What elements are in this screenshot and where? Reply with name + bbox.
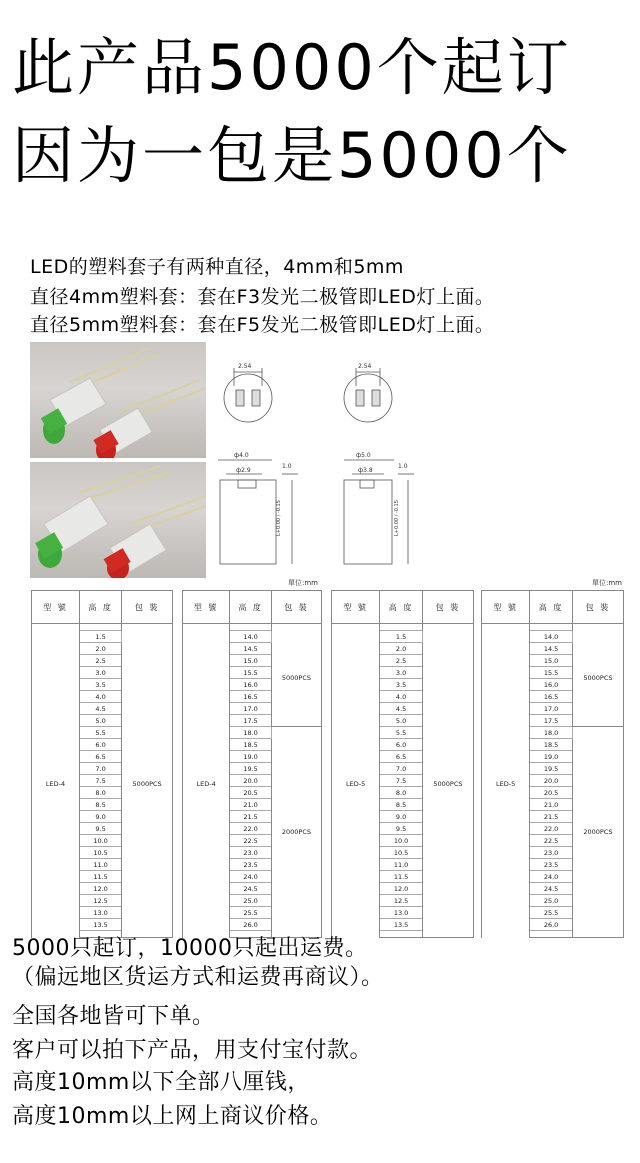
table-row xyxy=(32,631,173,643)
table-header-row xyxy=(482,591,624,624)
height-cell: 9.5 xyxy=(380,823,423,835)
height-cell: 23.0 xyxy=(530,847,573,859)
footer-line-6: 高度10mm以上网上商议价格。 xyxy=(12,1104,333,1129)
intro-line-3: 直径5mm塑料套：套在F5发光二极管即LED灯上面。 xyxy=(30,314,495,336)
table-pad-cell xyxy=(32,624,80,631)
technical-drawing-5mm xyxy=(338,356,448,576)
height-cell: 24.5 xyxy=(230,883,272,895)
table-header-cell: 型 號 xyxy=(183,591,230,624)
height-cell: 6.5 xyxy=(380,751,423,763)
height-cell: 3.5 xyxy=(79,679,121,691)
height-cell: 23.5 xyxy=(230,859,272,871)
height-cell: 25.5 xyxy=(230,907,272,919)
height-cell: 11.0 xyxy=(79,859,121,871)
height-cell: 17.5 xyxy=(230,715,272,727)
package-cell: 2000PCS xyxy=(271,727,321,938)
height-cell: 4.5 xyxy=(380,703,423,715)
height-cell: 20.5 xyxy=(530,787,573,799)
package-cell: 5000PCS xyxy=(572,631,623,727)
table-header-row xyxy=(332,591,474,624)
height-cell: 2.0 xyxy=(380,643,423,655)
intro-line-2: 直径4mm塑料套：套在F3发光二极管即LED灯上面。 xyxy=(30,286,495,308)
footer-line-5: 高度10mm以下全部八厘钱， xyxy=(12,1070,310,1095)
height-cell: 13.5 xyxy=(79,919,121,931)
height-cell: 12.0 xyxy=(79,883,121,895)
unit-label-left: 單位:mm xyxy=(288,579,318,587)
height-cell: 10.5 xyxy=(79,847,121,859)
drawing-pitch-label: 2.54 xyxy=(238,363,252,370)
drawing-length-label: L+0.00 / -0.15 xyxy=(276,500,282,536)
table-pad-cell xyxy=(230,624,272,631)
drawing-inner-dia-label: ф2.9 xyxy=(236,467,251,474)
height-cell: 15.5 xyxy=(530,667,573,679)
height-cell: 10.0 xyxy=(79,835,121,847)
height-cell: 16.0 xyxy=(530,679,573,691)
height-cell: 22.0 xyxy=(230,823,272,835)
technical-drawing-4mm xyxy=(212,356,322,576)
drawing-inner-dia-label: ф3.8 xyxy=(358,467,373,474)
drawing-outer-dia-label: ф4.0 xyxy=(234,452,249,459)
height-cell: 5.5 xyxy=(79,727,121,739)
model-cell: LED-4 xyxy=(183,631,230,938)
package-cell: 5000PCS xyxy=(122,631,173,938)
table-pad-cell xyxy=(122,624,173,631)
table-header-cell: 包 裝 xyxy=(422,591,473,624)
spec-table-led5-short xyxy=(331,590,474,938)
package-cell: 5000PCS xyxy=(422,631,473,938)
height-cell: 2.5 xyxy=(79,655,121,667)
height-cell: 26.0 xyxy=(230,919,272,931)
height-cell: 12.0 xyxy=(380,883,423,895)
height-cell: 21.0 xyxy=(530,799,573,811)
table-header-cell: 型 號 xyxy=(32,591,80,624)
table-header-cell: 高 度 xyxy=(530,591,573,624)
table-header-row xyxy=(32,591,173,624)
height-cell: 25.0 xyxy=(230,895,272,907)
table-header-cell: 高 度 xyxy=(79,591,121,624)
table-pad-cell xyxy=(482,624,530,631)
height-cell: 8.5 xyxy=(79,799,121,811)
led-sleeve-photo-icon xyxy=(30,462,206,578)
height-cell: 24.0 xyxy=(230,871,272,883)
height-cell: 11.5 xyxy=(380,871,423,883)
height-cell: 25.0 xyxy=(530,895,573,907)
height-cell: 17.5 xyxy=(530,715,573,727)
table-header-cell: 包 裝 xyxy=(271,591,321,624)
height-cell: 6.5 xyxy=(79,751,121,763)
height-cell: 21.5 xyxy=(530,811,573,823)
model-cell: LED-4 xyxy=(32,631,80,938)
height-cell: 18.0 xyxy=(230,727,272,739)
height-cell: 22.5 xyxy=(230,835,272,847)
height-cell: 12.5 xyxy=(79,895,121,907)
height-cell: 10.5 xyxy=(380,847,423,859)
height-cell: 7.0 xyxy=(79,763,121,775)
drawing-top-label: 1.0 xyxy=(282,463,292,470)
height-cell: 19.0 xyxy=(530,751,573,763)
height-cell: 4.5 xyxy=(79,703,121,715)
height-cell: 8.0 xyxy=(380,787,423,799)
table-pad-cell xyxy=(380,931,423,938)
unit-label-right: 單位:mm xyxy=(592,579,622,587)
height-cell: 3.0 xyxy=(79,667,121,679)
height-cell: 13.5 xyxy=(380,919,423,931)
height-cell: 18.0 xyxy=(530,727,573,739)
drawing-pitch-label: 2.54 xyxy=(358,363,372,370)
table-pad-cell xyxy=(422,624,473,631)
height-cell: 4.0 xyxy=(380,691,423,703)
model-cell: LED-5 xyxy=(332,631,380,938)
height-cell: 6.0 xyxy=(79,739,121,751)
height-cell: 11.5 xyxy=(79,871,121,883)
height-cell: 9.0 xyxy=(79,811,121,823)
table-header-row xyxy=(183,591,322,624)
height-cell: 12.5 xyxy=(380,895,423,907)
height-cell: 5.0 xyxy=(380,715,423,727)
table-pad-cell xyxy=(572,624,623,631)
package-cell: 5000PCS xyxy=(271,631,321,727)
drawing-outer-dia-label: ф5.0 xyxy=(356,452,371,459)
product-photo-4mm xyxy=(30,342,206,458)
height-cell: 25.5 xyxy=(530,907,573,919)
height-cell: 9.0 xyxy=(380,811,423,823)
drawing-length-label: L+0.00 / -0.15 xyxy=(394,500,400,536)
height-cell: 16.5 xyxy=(230,691,272,703)
height-cell: 16.5 xyxy=(530,691,573,703)
height-cell: 24.0 xyxy=(530,871,573,883)
height-cell: 15.0 xyxy=(230,655,272,667)
footer-line-2: （偏远地区货运方式和运费再商议）。 xyxy=(12,965,384,990)
spec-table-led4-short xyxy=(31,590,173,938)
height-cell: 14.0 xyxy=(530,631,573,643)
height-cell: 11.0 xyxy=(380,859,423,871)
height-cell: 19.5 xyxy=(530,763,573,775)
led-sleeve-photo-icon xyxy=(30,342,206,458)
height-cell: 4.0 xyxy=(79,691,121,703)
height-cell: 21.0 xyxy=(230,799,272,811)
table-pad-cell xyxy=(271,624,321,631)
table-row xyxy=(183,631,322,643)
table-row xyxy=(482,631,624,643)
spec-table-led5-tall xyxy=(481,590,624,938)
table-pad-cell xyxy=(530,624,573,631)
height-cell: 8.5 xyxy=(380,799,423,811)
model-cell: LED-5 xyxy=(482,631,530,938)
height-cell: 19.5 xyxy=(230,763,272,775)
height-cell: 14.0 xyxy=(230,631,272,643)
footer-line-1: 5000只起订，10000只起出运费。 xyxy=(12,936,368,961)
drawing-top-label: 1.0 xyxy=(398,463,408,470)
spec-table-led4-tall xyxy=(182,590,322,938)
height-cell: 20.0 xyxy=(530,775,573,787)
height-cell: 7.5 xyxy=(380,775,423,787)
height-cell: 18.5 xyxy=(530,739,573,751)
height-cell: 22.5 xyxy=(530,835,573,847)
height-cell: 21.5 xyxy=(230,811,272,823)
height-cell: 9.5 xyxy=(79,823,121,835)
height-cell: 7.0 xyxy=(380,763,423,775)
footer-line-3: 全国各地皆可下单。 xyxy=(12,1004,215,1029)
height-cell: 13.0 xyxy=(380,907,423,919)
table-header-cell: 包 裝 xyxy=(122,591,173,624)
height-cell: 5.0 xyxy=(79,715,121,727)
headline-line-2: 因为一包是5000个 xyxy=(12,119,572,192)
height-cell: 13.0 xyxy=(79,907,121,919)
height-cell: 6.0 xyxy=(380,739,423,751)
height-cell: 3.0 xyxy=(380,667,423,679)
height-cell: 18.5 xyxy=(230,739,272,751)
height-cell: 20.0 xyxy=(230,775,272,787)
height-cell: 20.5 xyxy=(230,787,272,799)
height-cell: 1.5 xyxy=(79,631,121,643)
height-cell: 8.0 xyxy=(79,787,121,799)
height-cell: 15.5 xyxy=(230,667,272,679)
height-cell: 16.0 xyxy=(230,679,272,691)
height-cell: 3.5 xyxy=(380,679,423,691)
table-pad-cell xyxy=(332,624,380,631)
table-header-cell: 高 度 xyxy=(380,591,423,624)
height-cell: 14.5 xyxy=(530,643,573,655)
intro-line-1: LED的塑料套子有两种直径，4mm和5mm xyxy=(30,256,404,278)
height-cell: 1.5 xyxy=(380,631,423,643)
height-cell: 7.5 xyxy=(79,775,121,787)
headline-line-1: 此产品5000个起订 xyxy=(12,31,572,104)
table-row xyxy=(332,631,474,643)
height-cell: 2.0 xyxy=(79,643,121,655)
table-header-cell: 高 度 xyxy=(230,591,272,624)
height-cell: 15.0 xyxy=(530,655,573,667)
footer-line-4: 客户可以拍下产品，用支付宝付款。 xyxy=(12,1038,373,1063)
table-pad-cell xyxy=(380,624,423,631)
product-photo-5mm xyxy=(30,462,206,578)
table-pad-cell xyxy=(530,931,573,938)
table-pad-cell xyxy=(79,624,121,631)
package-cell: 2000PCS xyxy=(572,727,623,938)
height-cell: 23.0 xyxy=(230,847,272,859)
table-header-cell: 型 號 xyxy=(482,591,530,624)
height-cell: 10.0 xyxy=(380,835,423,847)
height-cell: 19.0 xyxy=(230,751,272,763)
height-cell: 23.5 xyxy=(530,859,573,871)
height-cell: 14.5 xyxy=(230,643,272,655)
table-header-cell: 包 裝 xyxy=(572,591,623,624)
height-cell: 24.5 xyxy=(530,883,573,895)
height-cell: 17.0 xyxy=(230,703,272,715)
table-header-cell: 型 號 xyxy=(332,591,380,624)
height-cell: 2.5 xyxy=(380,655,423,667)
height-cell: 5.5 xyxy=(380,727,423,739)
table-pad-cell xyxy=(183,624,230,631)
height-cell: 17.0 xyxy=(530,703,573,715)
height-cell: 22.0 xyxy=(530,823,573,835)
height-cell: 26.0 xyxy=(530,919,573,931)
